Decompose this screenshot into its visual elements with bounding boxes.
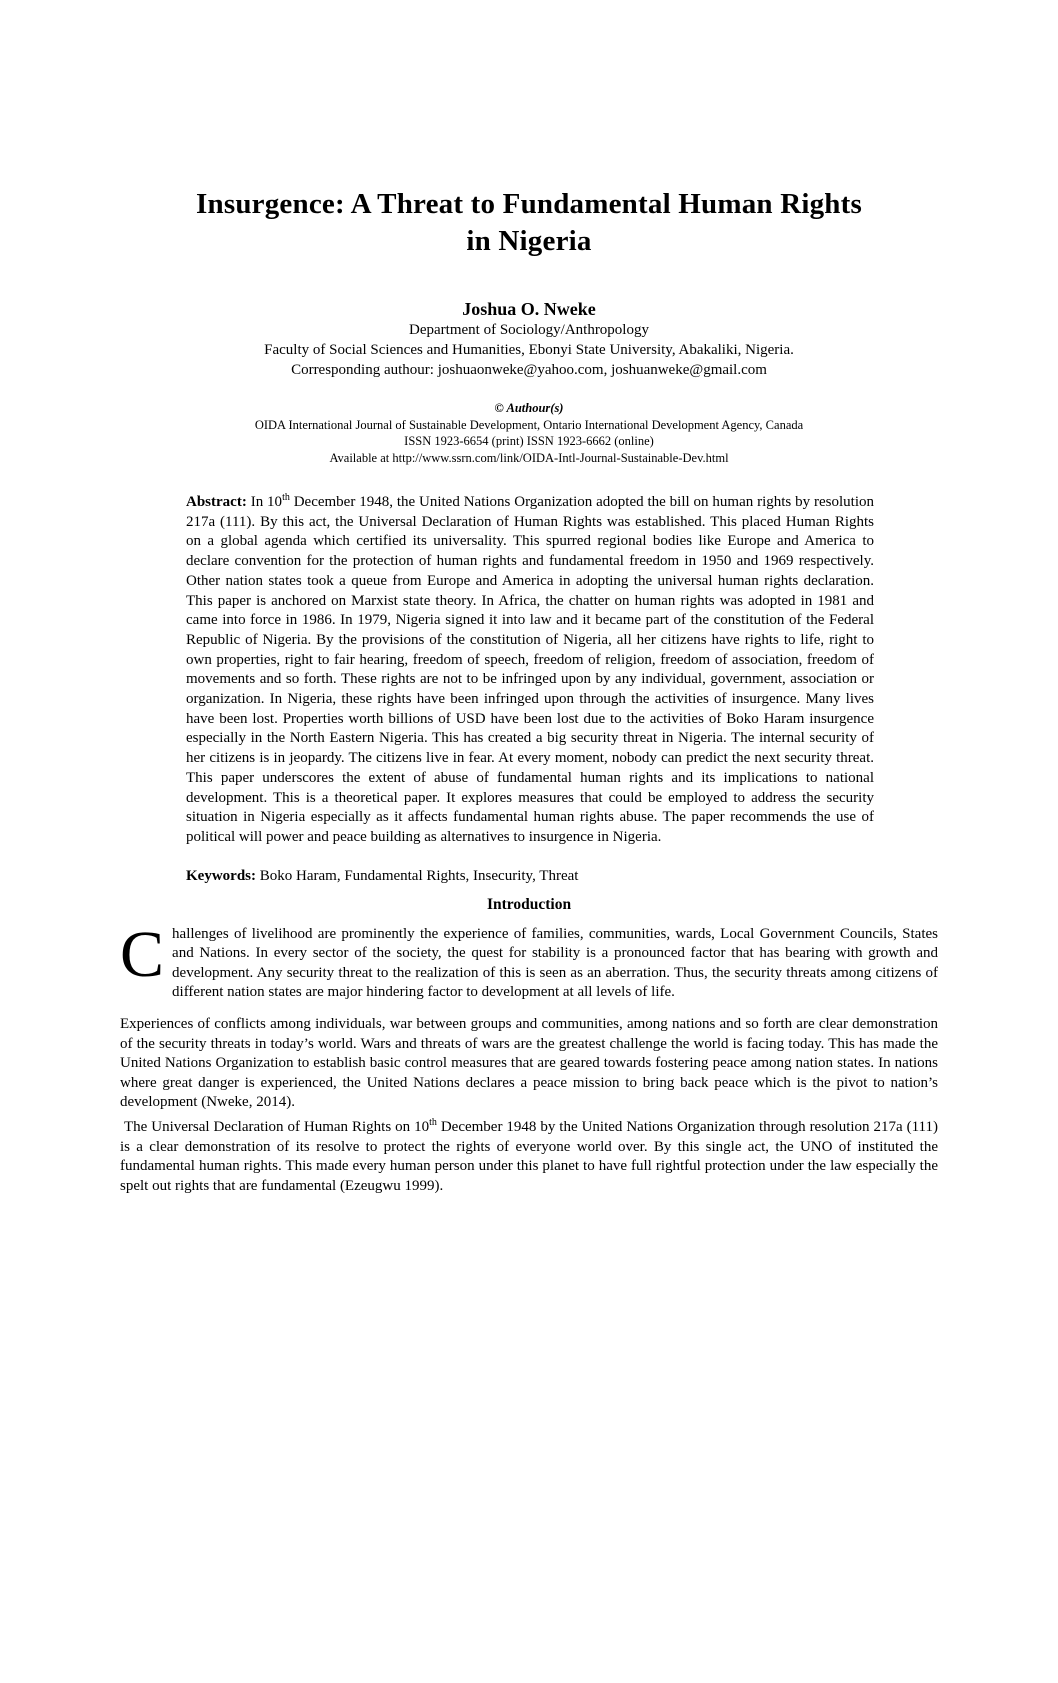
paper-title	[0, 186, 1058, 260]
keywords-text: Boko Haram, Fundamental Rights, Insecurity, Threat	[256, 867, 579, 884]
author-department: Department of Sociology/Anthropology	[409, 322, 649, 338]
abstract-text-body: December 1948, the United Nations Organization adopted the bill on human rights by resolution 217a (111). By this act, the Universal Declaration of Human Rights was established. This placed Human Rights on a global agenda which certified its universality. This spurred regional bodies like Europe and America to declare convention for the protection of human rights and fundamental freedom in 1950 and 1969 respectively. Other nation states took a queue from Europe and America in adopting the universal human rights declaration. This paper is anchored on Marxist state theory. In Africa, the chatter on human rights was adopted in 1981 and came into force in 1986. In 1979, Nigeria signed it into law and it became part of the constitution of the Federal Republic of Nigeria. By the provisions of the constitution of Nigeria, all her citizens have rights to life, right to own properties, right to fair hearing, freedom of speech, freedom of religion, freedom of association, freedom of movements and so forth. These rights are not to be infringed upon by any individual, government, association or organization. In Nigeria, these rights have been infringed upon through the activities of insurgence. Many lives have been lost. Properties worth billions of USD have been lost due to the activities of Boko Haram insurgence especially in the North Eastern Nigeria. This has created a big security threat in Nigeria. The internal security of her citizens is in jeopardy. The citizens live in fear. At every moment, nobody can predict the next security threat. This paper underscores the extent of abuse of fundamental human rights and its implications to national development. This is a theoretical paper. It explores measures that could be employed to address the security situation in Nigeria especially as it affects fundamental human rights abuse. The paper recommends the use of political will power and peace building as alternatives to insurgence in Nigeria.	[186, 494, 874, 845]
paper-title-line-2: in Nigeria	[466, 225, 592, 257]
keywords-line	[186, 866, 873, 886]
drop-cap: C	[120, 917, 165, 991]
intro-paragraph-3	[120, 1118, 938, 1196]
copyright-block	[0, 400, 1058, 466]
abstract-text-lead: In 10	[246, 494, 283, 510]
corresponding-author-line: Corresponding authour: joshuaonweke@yahoo.com, joshuanweke@gmail.com	[291, 362, 767, 378]
intro-paragraph-3-body: December 1948 by the United Nations Organization through resolution 217a (111) is a clear demonstration of its resolve to protect the rights of everyone world over. By this single act, the UNO of instituted the fundamental human rights. This made every human person under this planet to have full rightful protection under the law especially the spelt out rights that are fundamental (Ezeugwu 1999).	[120, 1119, 938, 1194]
intro-paragraph-2: Experiences of conflicts among individuals, war between groups and communities, among nations and so forth are clear demonstration of the security threats in today’s world. Wars and threats of wars are the greatest challenge the world is facing today. This has made the United Nations Organization to establish basic control measures that are geared towards fostering peace among nation states. In nations where great danger is experienced, the United Nations declares a peace mission to bring back peace which is the pivot to nation’s development (Nweke, 2014).	[120, 1016, 938, 1111]
intro-paragraph-1-text: hallenges of livelihood are prominently the experience of families, communities, wards, Local Government Councils, States and Nations. In every sector of the society, the quest for stability is a pronounced factor that has bearing with growth and development. Any security threat to the realization of this is seen as an aberration. Thus, the security threats among citizens of different nation states are major hindering factor to development at all levels of life.	[172, 925, 938, 1001]
copyright-authors-line: © Authour(s)	[494, 401, 564, 415]
author-affiliation: Faculty of Social Sciences and Humanities, Ebonyi State University, Abakaliki, Nigeria.	[264, 342, 794, 358]
journal-name-line: OIDA International Journal of Sustainable Development, Ontario International Development Agency, Canada	[254, 417, 804, 432]
keywords-label: Keywords:	[186, 867, 256, 884]
availability-line: Available at http://www.ssrn.com/link/OIDA-Intl-Journal-Sustainable-Dev.html	[329, 450, 729, 465]
introduction-heading: Introduction	[486, 895, 572, 913]
intro-paragraph-3-lead: The Universal Declaration of Human Rights on 10	[124, 1119, 430, 1135]
intro-paragraph-1	[120, 917, 938, 1003]
author-name: Joshua O. Nweke	[462, 299, 596, 319]
ordinal-superscript: th	[429, 1117, 437, 1128]
paper-title-line-1: Insurgence: A Threat to Fundamental Human Rights	[196, 188, 862, 220]
ordinal-superscript: th	[282, 492, 290, 503]
abstract-paragraph	[186, 493, 874, 848]
body-column	[120, 917, 938, 1197]
issn-line: ISSN 1923-6654 (print) ISSN 1923-6662 (online)	[404, 434, 654, 448]
abstract-label: Abstract:	[186, 494, 247, 510]
document-page	[0, 186, 1058, 1683]
